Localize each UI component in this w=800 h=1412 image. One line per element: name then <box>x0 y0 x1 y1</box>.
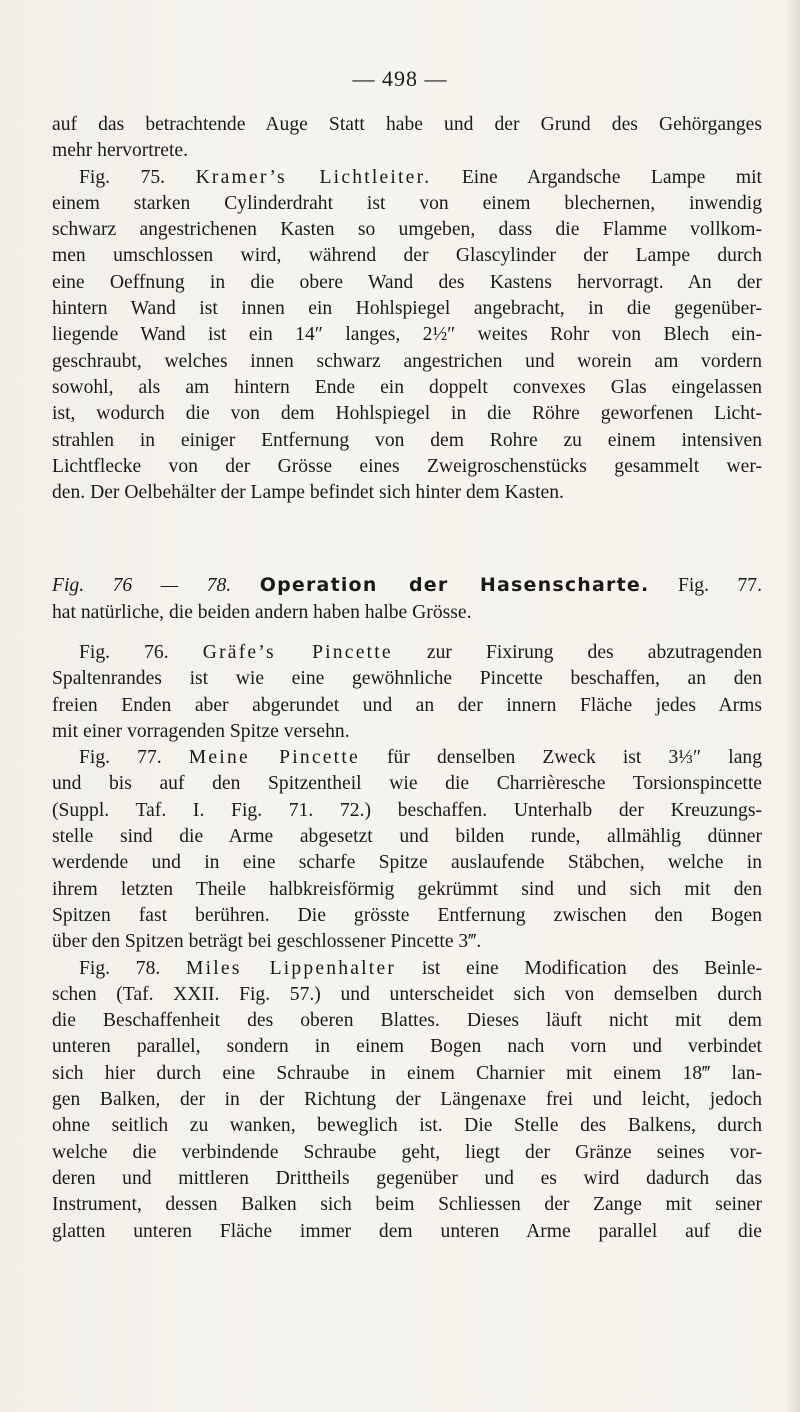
text-line: mit einer vorragenden Spitze versehn. <box>52 720 350 742</box>
section-heading-block <box>52 572 762 626</box>
fig77-first-line <box>52 745 762 771</box>
text-line: stelle sind die Arme abgesetzt und bilden runde, allmählig dünner <box>52 826 762 848</box>
text-line: für denselben Zweck ist 3⅓″ lang <box>387 747 762 769</box>
text-line: zur Fixirung des abzutragenden <box>426 642 762 663</box>
text-line: Lichtflecke von der Grösse eines Zweigroschenstücks gesammelt wer- <box>52 455 762 477</box>
fig76-first-line <box>52 640 762 666</box>
text-line: Spitzen fast berühren. Die grösste Entfernung zwischen den Bogen <box>52 904 762 926</box>
section-title: Operation der Hasenscharte. <box>259 574 650 596</box>
text-line: über den Spitzen beträgt bei geschlossener Pincette 3‴. <box>52 931 482 953</box>
fig75-title: Kramer’s Lichtleiter. <box>195 166 432 188</box>
fig76-label: Fig. 76. <box>79 642 169 663</box>
text-line: hintern Wand ist innen ein Hohlspiegel angebracht, in die gegenüber- <box>52 298 762 320</box>
fig75-label: Fig. 75. <box>79 166 166 188</box>
text-line: sich hier durch eine Schraube in einem Charnier mit einem 18‴ lan- <box>52 1062 762 1084</box>
page-edge-shadow <box>786 0 800 1412</box>
text-line: geschraubt, welches innen schwarz angestrichen und worein am vordern <box>52 350 762 372</box>
fig77-title: Meine Pincette <box>188 747 360 769</box>
text-line: ihrem letzten Theile halbkreisförmig gekrümmt sind und sich mit den <box>52 878 762 900</box>
page-number: — 498 — <box>352 66 448 91</box>
fig76-title: Gräfe’s Pincette <box>202 642 393 663</box>
fig75-first-line <box>52 165 762 191</box>
text-line: ist, wodurch die von dem Hohlspiegel in die Röhre geworfenen Licht- <box>52 403 762 425</box>
text-line: (Suppl. Taf. I. Fig. 71. 72.) beschaffen. Unterhalb der Kreuzungs- <box>52 799 762 821</box>
text-line: den. Der Oelbehälter der Lampe befindet sich hinter dem Kasten. <box>52 482 564 504</box>
section-fig-range: Fig. 76 — 78. <box>52 575 232 596</box>
text-line: auf das betrachtende Auge Statt habe und der Grund des Gehörganges <box>52 114 762 135</box>
section-heading <box>52 572 762 599</box>
fig78-first-line <box>52 956 762 982</box>
text-line: men umschlossen wird, während der Glascylinder der Lampe durch <box>52 245 762 267</box>
text-line: ohne seitlich zu wanken, beweglich ist. Die Stelle des Balkens, durch <box>52 1115 762 1137</box>
text-line: liegende Wand ist ein 14″ langes, 2½″ weites Rohr von Blech ein- <box>52 324 762 346</box>
text-line: Instrument, dessen Balken sich beim Schliessen der Zange mit seiner <box>52 1194 762 1216</box>
fig76-block <box>52 640 762 1245</box>
text-line: mehr hervortrete. <box>52 140 188 162</box>
fig78-title: Miles Lippenhalter <box>186 957 397 979</box>
fig77-label: Fig. 77. <box>79 747 162 769</box>
text-line: schwarz angestrichenen Kasten so umgeben, dass die Flamme vollkom- <box>52 219 762 241</box>
text-line: und bis auf den Spitzentheil wie die Charrièresche Torsionspincette <box>52 773 762 795</box>
section-fig-ref: Fig. 77. <box>677 575 762 596</box>
text-line: Spaltenrandes ist wie eine gewöhnliche Pincette beschaffen, an den <box>52 668 762 690</box>
text-line: freien Enden aber abgerundet und an der innern Fläche jedes Arms <box>52 694 762 716</box>
text-line: einem starken Cylinderdraht ist von einem blechernen, inwendig <box>52 192 762 214</box>
text-line: hat natürliche, die beiden andern haben halbe Grösse. <box>52 602 472 623</box>
text-line: ist eine Modification des Beinle- <box>421 957 762 979</box>
text-line: die Beschaffenheit des oberen Blattes. Dieses läuft nicht mit dem <box>52 1010 762 1032</box>
text-line: glatten unteren Fläche immer dem unteren Arme parallel auf die <box>52 1220 762 1242</box>
text-line: sowohl, als am hintern Ende ein doppelt convexes Glas eingelassen <box>52 376 762 398</box>
text-line: gen Balken, der in der Richtung der Längenaxe frei und leicht, jedoch <box>52 1089 762 1111</box>
text-line: Eine Argandsche Lampe mit <box>461 166 762 188</box>
text-line: deren und mittleren Drittheils gegenüber und es wird dadurch das <box>52 1167 762 1189</box>
text-line: strahlen in einiger Entfernung von dem Rohre zu einem intensiven <box>52 429 762 451</box>
text-block-top <box>52 112 762 506</box>
text-line: eine Oeffnung in die obere Wand des Kastens hervorragt. An der <box>52 271 762 293</box>
fig78-label: Fig. 78. <box>79 957 161 979</box>
text-line: schen (Taf. XXII. Fig. 57.) und unterscheidet sich von demselben durch <box>52 983 762 1005</box>
text-line: welche die verbindende Schraube geht, liegt der Gränze seines vor- <box>52 1141 762 1163</box>
text-line: werdende und in eine scharfe Spitze auslaufende Stäbchen, welche in <box>52 852 762 874</box>
text-line: unteren parallel, sondern in einem Bogen nach vorn und verbindet <box>52 1036 762 1058</box>
